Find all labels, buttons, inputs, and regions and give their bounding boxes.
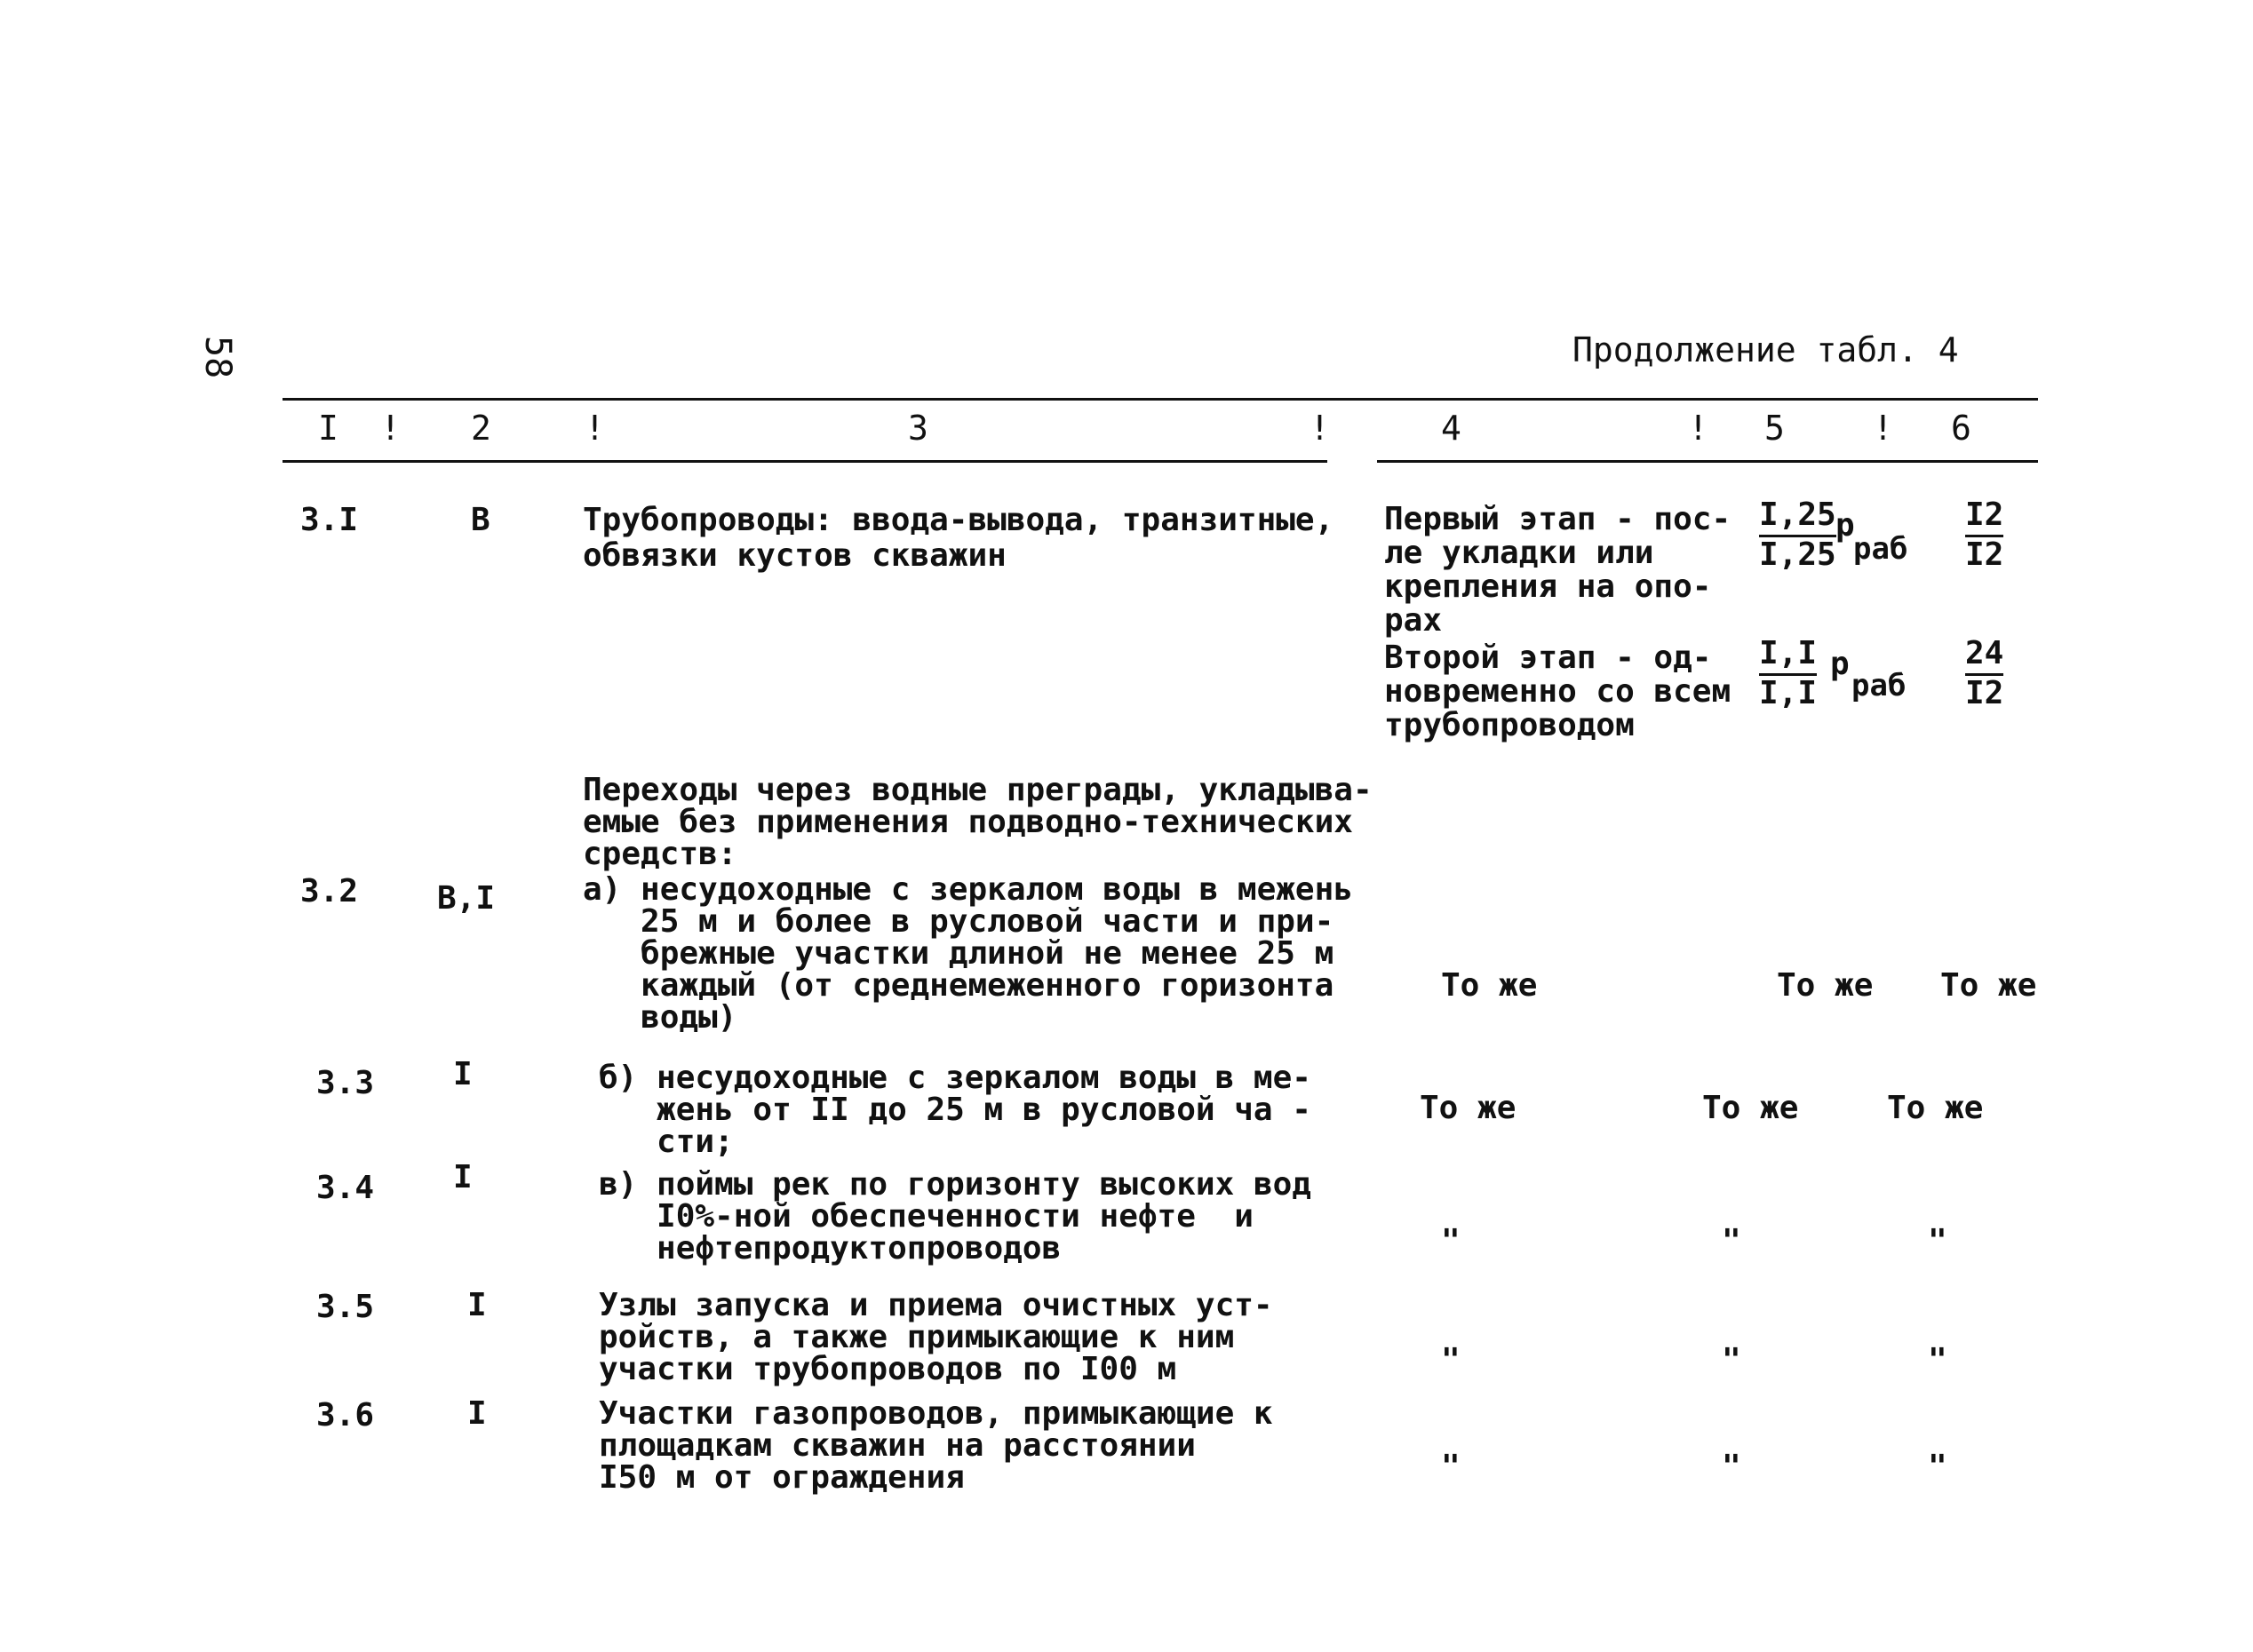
- table-top-rule: [283, 398, 2038, 401]
- row-col4-ditto: ": [1441, 1223, 1461, 1259]
- stage1-col6-bottom: I2: [1965, 536, 2004, 573]
- row-category: I: [453, 1159, 473, 1195]
- row-category: B: [471, 502, 490, 538]
- row-col4: То же: [1420, 1090, 1517, 1126]
- row-col4-ditto: ": [1441, 1342, 1461, 1378]
- stage2-fraction: [1759, 636, 1817, 711]
- row-col6: То же: [1887, 1090, 1984, 1126]
- stage2-p: р: [1830, 646, 1850, 682]
- stage1-p: р: [1835, 507, 1855, 544]
- row-col6-ditto: ": [1928, 1342, 1947, 1378]
- stage2-description: Второй этап - од- новременно со всем трубопроводом: [1384, 639, 1732, 743]
- row-col5: То же: [1702, 1090, 1799, 1126]
- col-header-5: 5: [1764, 409, 1785, 448]
- col-header-1: I: [318, 409, 338, 448]
- row-col4-ditto: ": [1441, 1449, 1461, 1485]
- col-separator: !: [380, 409, 401, 448]
- stage2-col6-bottom: I2: [1965, 675, 2004, 711]
- row-col6: То же: [1940, 967, 2037, 1004]
- stage2-suffix: раб: [1851, 668, 1907, 703]
- stage1-fraction-bottom: I,25: [1759, 536, 1836, 573]
- row-col5-ditto: ": [1722, 1342, 1741, 1378]
- row-description: в) поймы рек по горизонту высоких вод I0%-ной обеспеченности нефте и нефтепродуктопроводов: [599, 1166, 1311, 1267]
- stage1-suffix: раб: [1853, 531, 1908, 567]
- col-header-4: 4: [1441, 409, 1461, 448]
- header-bottom-rule-left: [283, 460, 1327, 463]
- col-separator: !: [585, 409, 605, 448]
- stage1-fraction-top: I,25: [1759, 497, 1836, 537]
- col-separator: !: [1688, 409, 1708, 448]
- row-col5: То же: [1777, 967, 1874, 1004]
- row-number: 3.6: [316, 1397, 375, 1434]
- row-description: а) несудоходные с зеркалом воды в межень 25 м и более в русловой части и при- брежные участки длиной не менее 25 м каждый (от среднемеженного горизонта воды): [583, 871, 1353, 1036]
- stage1-description: Первый этап - пос- ле укладки или крепления на опо- рах: [1384, 501, 1732, 639]
- col-header-3: 3: [908, 409, 928, 448]
- page-number: 58: [197, 336, 238, 379]
- stage2-fraction-bottom: I,I: [1759, 675, 1818, 711]
- row-number: 3.I: [300, 502, 359, 538]
- row-number: 3.2: [300, 873, 359, 909]
- row-col6-ditto: ": [1928, 1449, 1947, 1485]
- stage1-col6: [1965, 497, 2003, 573]
- row-col6-ditto: ": [1928, 1223, 1947, 1259]
- col-separator: !: [1873, 409, 1893, 448]
- stage2-fraction-top: I,I: [1759, 636, 1817, 676]
- stage1-col6-top: I2: [1965, 497, 2003, 537]
- row-description: Узлы запуска и приема очистных уст- ройств, а также примыкающие к ним участки трубопроводов по I00 м: [599, 1287, 1273, 1387]
- row-description: б) несудоходные с зеркалом воды в ме- жень от II до 25 м в русловой ча - сти;: [599, 1060, 1311, 1160]
- col-header-2: 2: [471, 409, 491, 448]
- stage1-fraction: [1759, 497, 1836, 573]
- row-col5-ditto: ": [1722, 1449, 1741, 1485]
- row-category: I: [467, 1395, 487, 1432]
- row-number: 3.3: [316, 1065, 375, 1101]
- stage2-col6: [1965, 636, 2003, 711]
- row-number: 3.4: [316, 1170, 375, 1206]
- row-number: 3.5: [316, 1289, 375, 1325]
- row-category: I: [453, 1056, 473, 1092]
- table-caption: Продолжение табл. 4: [1572, 330, 1959, 369]
- row-col5-ditto: ": [1722, 1223, 1741, 1259]
- row-description: Трубопроводы: ввода-вывода, транзитные, обвязки кустов скважин: [583, 502, 1334, 574]
- row-col4: То же: [1441, 967, 1538, 1004]
- row-category: B,I: [437, 880, 496, 917]
- crossings-intro: Переходы через водные преграды, укладыва- емые без применения подводно-технических средств:: [583, 772, 1373, 872]
- col-header-6: 6: [1951, 409, 1971, 448]
- stage2-col6-top: 24: [1965, 636, 2003, 676]
- row-category: I: [467, 1287, 487, 1323]
- col-separator: !: [1310, 409, 1330, 448]
- row-description: Участки газопроводов, примыкающие к площадкам скважин на расстоянии I50 м от ограждения: [599, 1395, 1273, 1496]
- header-bottom-rule-right: [1377, 460, 2038, 463]
